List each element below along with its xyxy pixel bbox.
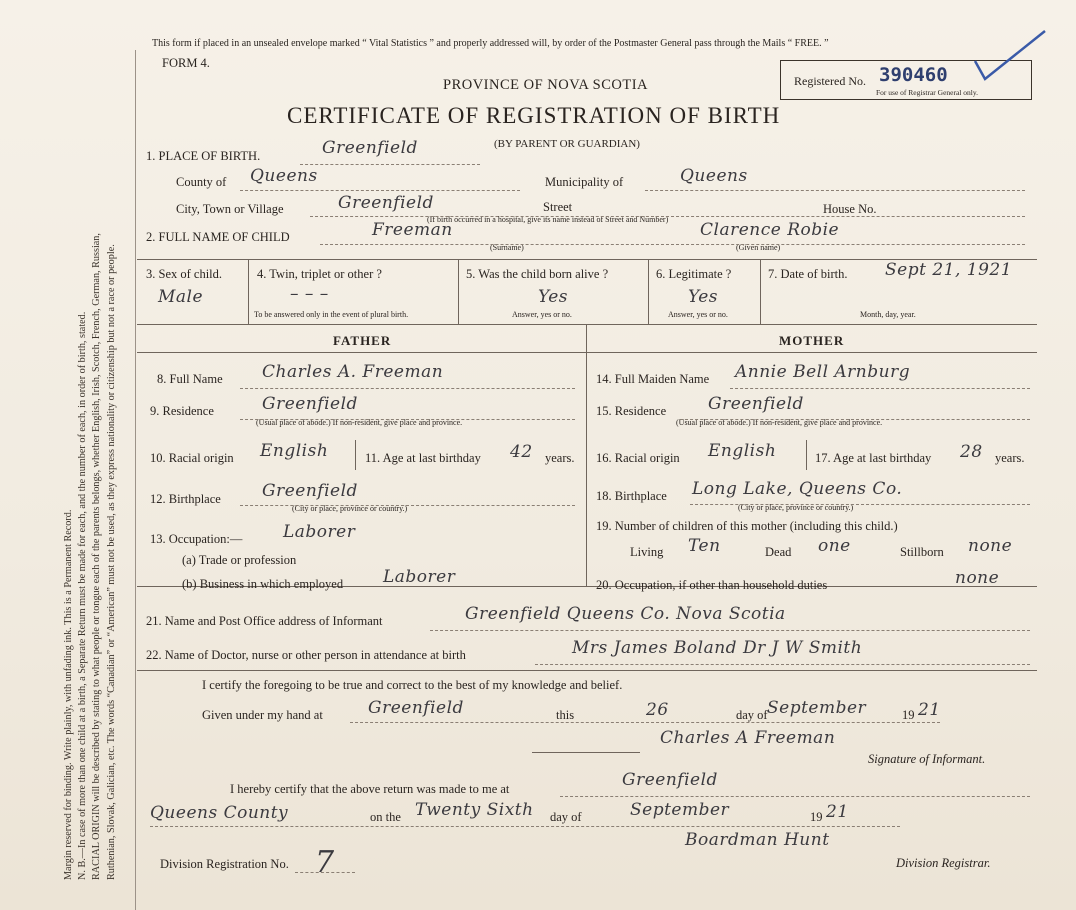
cell-divider [355,440,356,470]
rule [295,872,355,873]
signature-label: Signature of Informant. [868,752,986,766]
father-race: English [260,441,329,461]
margin-line: Margin reserved for binding. Write plainly, with unfading ink. This is a Permanent Record. [63,509,74,880]
living-label: Living [630,545,664,559]
father-residence: Greenfield [262,394,358,414]
col-divider [648,259,649,324]
mother-residence: Greenfield [708,394,804,414]
county-value: Queens [250,166,318,186]
this-label: this [556,708,575,722]
registrar-day: Twenty Sixth [415,800,534,820]
row-divider [137,324,1037,325]
child-name-label: 2. FULL NAME OF CHILD [146,230,290,244]
day-of-label: day of [736,708,768,722]
mother-race: English [708,441,777,461]
city-label: City, Town or Village [176,202,284,216]
registrar-month: September [630,800,730,820]
father-age: 42 [510,442,533,462]
rule [560,796,1030,797]
years-label: years. [995,451,1025,465]
street-label: Street [543,200,573,214]
living-count: Ten [688,536,721,556]
mother-name-label: 14. Full Maiden Name [596,372,710,386]
mother-name: Annie Bell Arnburg [735,362,911,382]
given-month: September [767,698,867,718]
dob-value: Sept 21, 1921 [885,260,1013,280]
col-divider [586,324,587,586]
registrar-county: Queens County [150,803,289,823]
margin-instructions [62,0,119,880]
father-birthplace-note: (City or place, province or country.) [292,504,408,513]
twin-label: 4. Twin, triplet or other ? [257,267,382,281]
legitimate-note: Answer, yes or no. [668,310,728,319]
rule [430,630,1030,631]
year-prefix: 19 [810,810,823,824]
mother-race-label: 16. Racial origin [596,451,680,465]
rule [300,164,480,165]
page-title: CERTIFICATE OF REGISTRATION OF BIRTH [287,103,781,128]
father-business: Laborer [383,567,456,587]
rule [532,752,640,753]
rule [645,190,1025,191]
margin-line: RACIAL ORIGIN will be described by stating to what people or tongue each of the parents belongs, whether English, Irish, Scotch, French, German, Russian, [91,233,103,880]
registered-label: Registered No. [794,74,866,88]
rule [730,388,1030,389]
alive-label: 5. Was the child born alive ? [466,267,609,281]
mother-age-label: 17. Age at last birthday [815,451,932,465]
cell-divider [806,440,807,470]
legitimate-label: 6. Legitimate ? [656,267,732,281]
registrar-signature: Boardman Hunt [685,830,830,850]
stillborn-count: none [968,536,1013,556]
mother-occupation-label: 20. Occupation, if other than household duties [596,578,828,592]
child-given-name: Clarence Robie [700,220,840,240]
col-divider [760,259,761,324]
registrar-place: Greenfield [622,770,718,790]
division-registration-label: Division Registration No. [160,857,289,871]
place-of-birth-value: Greenfield [322,138,418,158]
margin-line: Ruthenian, Slovak, Galician, etc. The words “Canadian” or “American” must not be used, as they express nationality or citizenship but not a race or people. [105,244,117,880]
rule [240,190,520,191]
hospital-note: (If birth occurred in a hospital, give its name instead of Street and Number) [427,215,669,224]
mother-residence-label: 15. Residence [596,404,667,418]
given-day: 26 [646,700,669,720]
trade-label: (a) Trade or profession [182,553,297,567]
mother-residence-note: (Usual place of abode.) If non-resident, give place and province. [676,418,883,427]
given-name-note: (Given name) [736,243,781,252]
dob-label: 7. Date of birth. [768,267,848,281]
father-age-label: 11. Age at last birthday [365,451,481,465]
surname-note: (Surname) [490,243,524,252]
rule [310,216,1025,217]
sex-label: 3. Sex of child. [146,267,223,281]
informant-label: 21. Name and Post Office address of Informant [146,614,383,628]
mother-birthplace-label: 18. Birthplace [596,489,667,503]
registered-note: For use of Registrar General only. [876,88,978,97]
page-subtitle: (BY PARENT OR GUARDIAN) [494,138,640,150]
business-label: (b) Business in which employed [182,577,344,591]
rule [240,419,575,420]
house-no-label: House No. [823,202,877,216]
twin-note: To be answered only in the event of plural birth. [254,310,409,319]
margin-line: N. B.—In case of more than one child at a birth, a Separate Return must be made for each, and the number of each, in order of birth, stated. [77,311,89,880]
rule [240,388,575,389]
father-name-label: 8. Full Name [157,372,223,386]
day-of-label: day of [550,810,582,824]
rule [240,505,575,506]
county-label: County of [176,175,227,189]
father-birthplace-label: 12. Birthplace [150,492,221,506]
mother-birthplace: Long Lake, Queens Co. [692,479,903,499]
registered-number: 390460 [879,64,948,86]
certify-text: I certify the foregoing to be true and correct to the best of my knowledge and belief. [202,678,623,692]
top-notice: This form if placed in an unsealed envelope marked “ Vital Statistics ” and properly addressed will, by order of the Postmaster General pass through the Mails “ FREE. ” [152,38,829,49]
child-surname: Freeman [372,220,453,240]
row-divider [137,670,1037,671]
father-residence-note: (Usual place of abode.) If non-resident, give place and province. [256,418,463,427]
rule [690,504,1030,505]
rule [150,826,900,827]
father-occupation-label: 13. Occupation:— [150,532,243,546]
col-divider [458,259,459,324]
informant-address: Greenfield Queens Co. Nova Scotia [465,604,786,624]
dead-count: one [818,536,851,556]
sex-value: Male [158,287,204,307]
year-prefix: 19 [902,708,915,722]
mother-header: MOTHER [779,333,845,348]
registrar-year: 21 [826,802,849,822]
dob-note: Month, day, year. [860,310,916,319]
given-place: Greenfield [368,698,464,718]
rule [350,722,940,723]
check-mark-icon [971,27,1051,87]
twin-value: – – – [290,284,329,304]
rule [320,244,1025,245]
col-divider [248,259,249,324]
alive-value: Yes [538,287,569,307]
informant-signature: Charles A Freeman [660,728,836,748]
city-value: Greenfield [338,193,434,213]
father-residence-label: 9. Residence [150,404,214,418]
father-header: FATHER [333,333,392,348]
place-of-birth-label: 1. PLACE OF BIRTH. [146,149,261,163]
municipality-value: Queens [680,166,748,186]
margin-rule [135,50,136,910]
registered-box [780,60,1032,100]
mother-birthplace-note: (City or place, province or country.) [738,503,854,512]
dead-label: Dead [765,545,792,559]
on-the-label: on the [370,810,401,824]
province-heading: PROVINCE OF NOVA SCOTIA [443,77,648,93]
form-number: FORM 4. [162,56,210,70]
children-count-label: 19. Number of children of this mother (including this child.) [596,519,898,533]
row-divider [137,352,1037,353]
mother-occupation: none [955,568,1000,588]
doctor-label: 22. Name of Doctor, nurse or other person in attendance at birth [146,648,466,662]
father-birthplace: Greenfield [262,481,358,501]
mother-age: 28 [960,442,983,462]
registrar-text: I hereby certify that the above return was made to me at [230,782,510,796]
given-under-label: Given under my hand at [202,708,323,722]
stillborn-label: Stillborn [900,545,944,559]
municipality-label: Municipality of [545,175,624,189]
registrar-label: Division Registrar. [896,856,991,870]
given-year: 21 [918,700,941,720]
alive-note: Answer, yes or no. [512,310,572,319]
father-name: Charles A. Freeman [262,362,444,382]
years-label: years. [545,451,575,465]
father-occupation: Laborer [283,522,356,542]
doctor-name: Mrs James Boland Dr J W Smith [572,638,863,658]
rule [680,419,1030,420]
legitimate-value: Yes [688,287,719,307]
rule [535,664,1030,665]
division-registration-number: 7 [315,845,335,880]
father-race-label: 10. Racial origin [150,451,234,465]
